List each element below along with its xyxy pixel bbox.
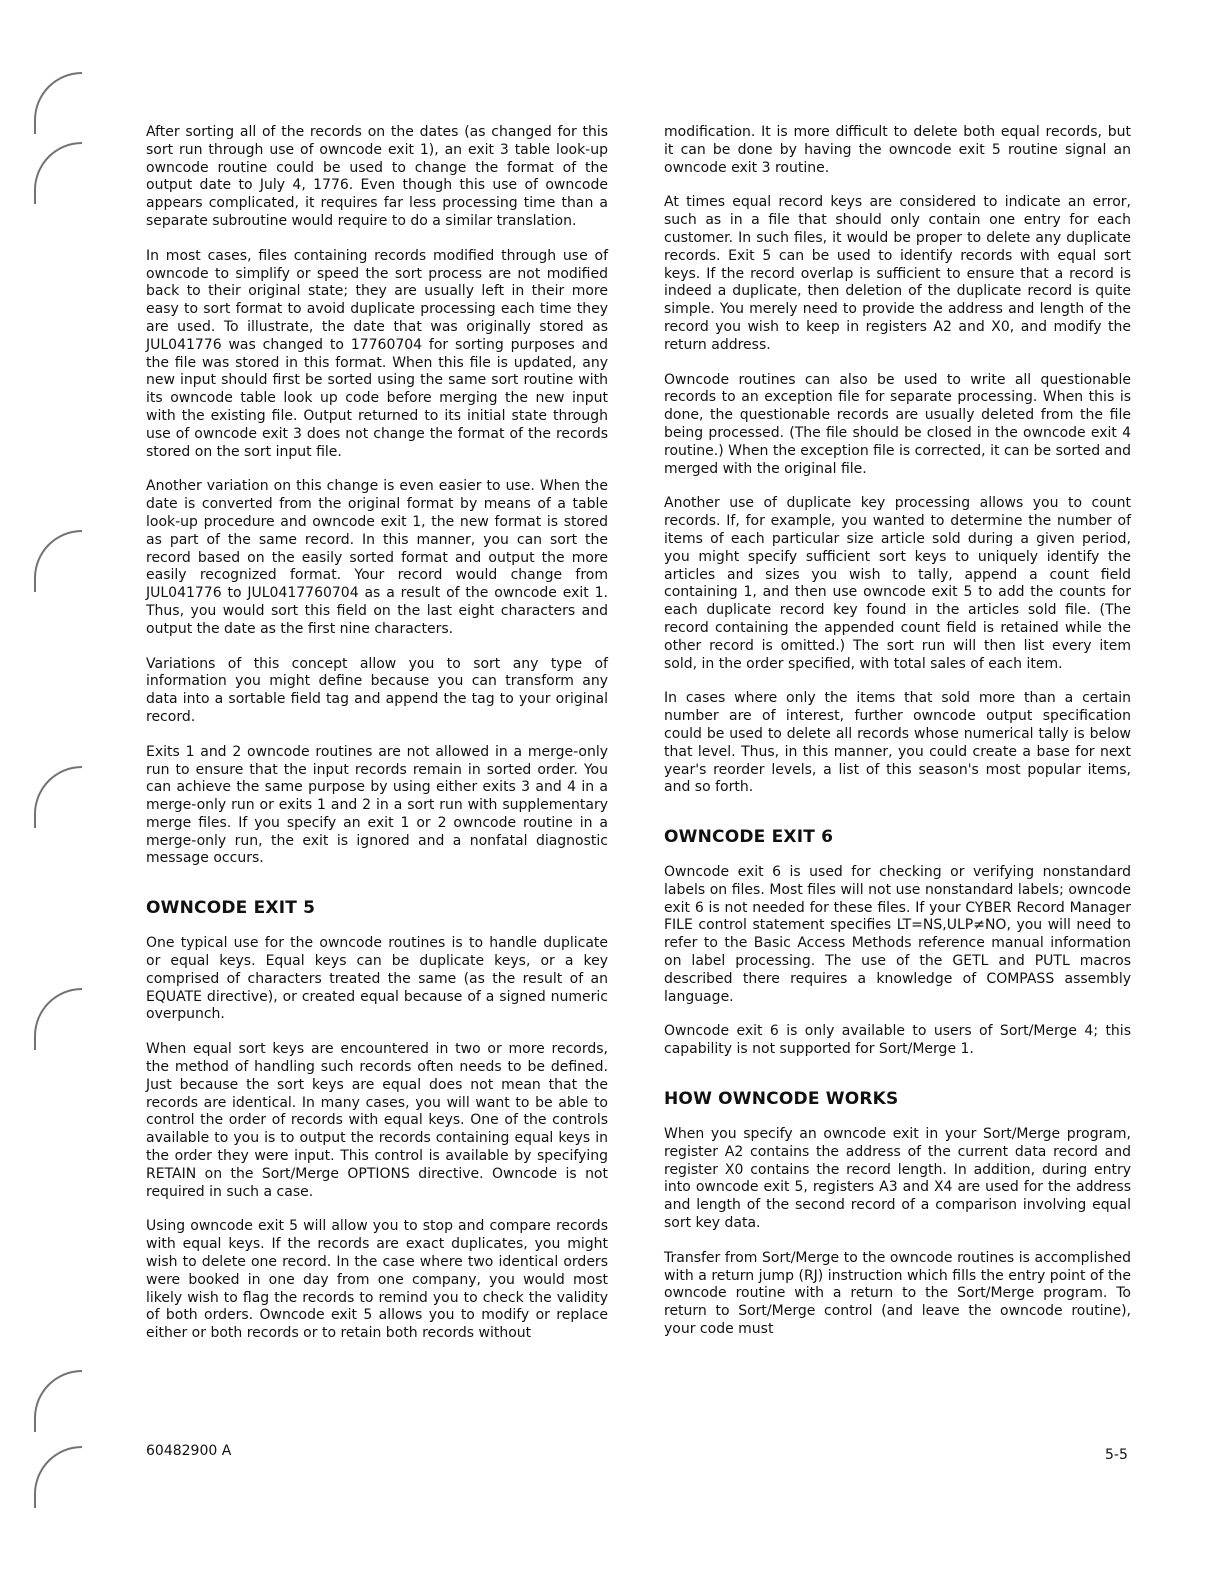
paragraph: After sorting all of the records on the dates (as changed for this sort run through use of owncode exit 1), an exit 3 table look-up owncode routine could be used to change the format of the output date to July 4, 1776. Even though this use of owncode appears complicated, it requires far less processing time than a separate subroutine would require to do a similar translation. — [146, 124, 608, 229]
document-number: 60482900 A — [146, 1443, 232, 1459]
punch-hole-mark — [34, 72, 82, 134]
paragraph: When equal sort keys are encountered in two or more records, the method of handling such records often needs to be defined. Just because the sort keys are equal does not mean that the records are identical. In many cases, you will want to be able to control the order of records with equal keys. One of the controls available to you is to output the records containing equal keys in the order they were input. This control is available by specifying RETAIN on the Sort/Merge OPTIONS directive. Owncode is not required in such a case. — [146, 1041, 608, 1200]
left-column — [146, 124, 608, 1343]
paragraph: When you specify an owncode exit in your Sort/Merge program, register A2 contains the address of the current data record and register X0 contains the record length. In addition, during entry into owncode exit 5, registers A3 and X4 are used for the address and length of the second record of a comparison involving equal sort key data. — [664, 1126, 1131, 1232]
section-heading-how-owncode-works: HOW OWNCODE WORKS — [664, 1089, 899, 1110]
punch-hole-mark — [34, 1370, 82, 1432]
paragraph: At times equal record keys are considered to indicate an error, such as in a file that should only contain one entry for each customer. In such files, it would be proper to delete any duplicate records. Exit 5 can be used to identify records with equal sort keys. If the record overlap is sufficient to ensure that a record is indeed a duplicate, then deletion of the duplicate record is quite simple. You merely need to provide the address and length of the record you wish to keep in registers A2 and X0, and modify the return address. — [664, 194, 1131, 353]
section-heading-owncode-exit-5: OWNCODE EXIT 5 — [146, 898, 316, 919]
paragraph: Owncode exit 6 is used for checking or verifying nonstandard labels on files. Most files will not use nonstandard labels; owncode exit 6 is not needed for these files. If your CYBER Record Manager FILE control statement specifies LT=NS,ULP≠NO, you will need to refer to the Basic Access Methods reference manual information on label processing. The use of the GETL and PUTL macros described there requires a knowledge of COMPASS assembly language. — [664, 864, 1131, 1005]
punch-hole-mark — [34, 142, 82, 204]
paragraph: Exits 1 and 2 owncode routines are not allowed in a merge-only run to ensure that the input records remain in sorted order. You can achieve the same purpose by using either exits 3 and 4 in a merge-only run or exits 1 and 2 in a sort run with supplementary merge files. If you specify an exit 1 or 2 owncode routine in a merge-only run, the exit is ignored and a nonfatal diagnostic message occurs. — [146, 743, 608, 867]
punch-hole-mark — [34, 766, 82, 828]
punch-hole-mark — [34, 988, 82, 1050]
paragraph: Using owncode exit 5 will allow you to stop and compare records with equal keys. If the records are exact duplicates, you might wish to delete one record. In the case where two identical orders were booked in one day from one company, you would most likely wish to flag the records to remind you to check the validity of both orders. Owncode exit 5 allows you to modify or replace either or both records or to retain both records without — [146, 1218, 608, 1342]
paragraph: Variations of this concept allow you to sort any type of information you might define because you can transform any data into a sortable field tag and append the tag to your original record. — [146, 655, 608, 725]
paragraph: In cases where only the items that sold more than a certain number are of interest, further owncode output specification could be used to delete all records whose numerical tally is below that level. Thus, in this manner, you could create a base for next year's reorder levels, a list of this season's most popular items, and so forth. — [664, 690, 1131, 796]
paragraph: Another variation on this change is even easier to use. When the date is converted from the original format by means of a table look-up procedure and owncode exit 1, the new format is stored as part of the same record. In this manner, you can sort the record based on the easily sorted format and output the more easily recognized format. Your record would change from JUL041776 to JUL0417760704 as a result of the owncode exit 1. Thus, you would sort this field on the last eight characters and output the date as the first nine characters. — [146, 478, 608, 637]
section-heading-owncode-exit-6: OWNCODE EXIT 6 — [664, 827, 834, 848]
paragraph: In most cases, files containing records modified through use of owncode to simplify or speed the sort process are not modified back to their original state; they are usually left in their more easy to sort format to avoid duplicate processing each time they are used. To illustrate, the date that was originally stored as JUL041776 was changed to 17760704 for sorting purposes and the file was stored in this format. When this file is updated, any new input should first be sorted using the same sort routine with its owncode table look up code before merging the new input with the existing file. Output returned to its initial state through use of owncode exit 3 does not change the format of the records stored on the sort input file. — [146, 247, 608, 460]
right-column — [664, 124, 1131, 1339]
paragraph: Transfer from Sort/Merge to the owncode routines is accomplished with a return jump (RJ) instruction which fills the entry point of the owncode routine with a return to the Sort/Merge program. To return to Sort/Merge control (and leave the owncode routine), your code must — [664, 1249, 1131, 1338]
punch-hole-mark — [34, 1446, 82, 1508]
punch-hole-mark — [34, 530, 82, 592]
paragraph: Another use of duplicate key processing allows you to count records. If, for example, you wanted to determine the number of items of each particular size article sold during a given period, you might specify sufficient sort keys to uniquely identify the articles and sizes you wish to tally, append a count field containing 1, and then use owncode exit 5 to add the counts for each duplicate record key found in the articles sold file. (The record containing the appended count field is retained while the other record is omitted.) The sort run will then list every item sold, in the order specified, with total sales of each item. — [664, 495, 1131, 672]
paragraph: Owncode routines can also be used to write all questionable records to an exception file for separate processing. When this is done, the questionable records are usually deleted from the file being processed. (The file should be closed in the owncode exit 4 routine.) When the exception file is corrected, it can be sorted and merged with the original file. — [664, 371, 1131, 477]
paragraph: modification. It is more difficult to delete both equal records, but it can be done by having the owncode exit 5 routine signal an owncode exit 3 routine. — [664, 124, 1131, 176]
paragraph: Owncode exit 6 is only available to users of Sort/Merge 4; this capability is not supported for Sort/Merge 1. — [664, 1023, 1131, 1058]
paragraph: One typical use for the owncode routines is to handle duplicate or equal keys. Equal keys can be duplicate keys, or a key comprised of characters treated the same (as the result of an EQUATE directive), or created equal because of a signed numeric overpunch. — [146, 935, 608, 1023]
page-number: 5-5 — [1105, 1447, 1128, 1463]
